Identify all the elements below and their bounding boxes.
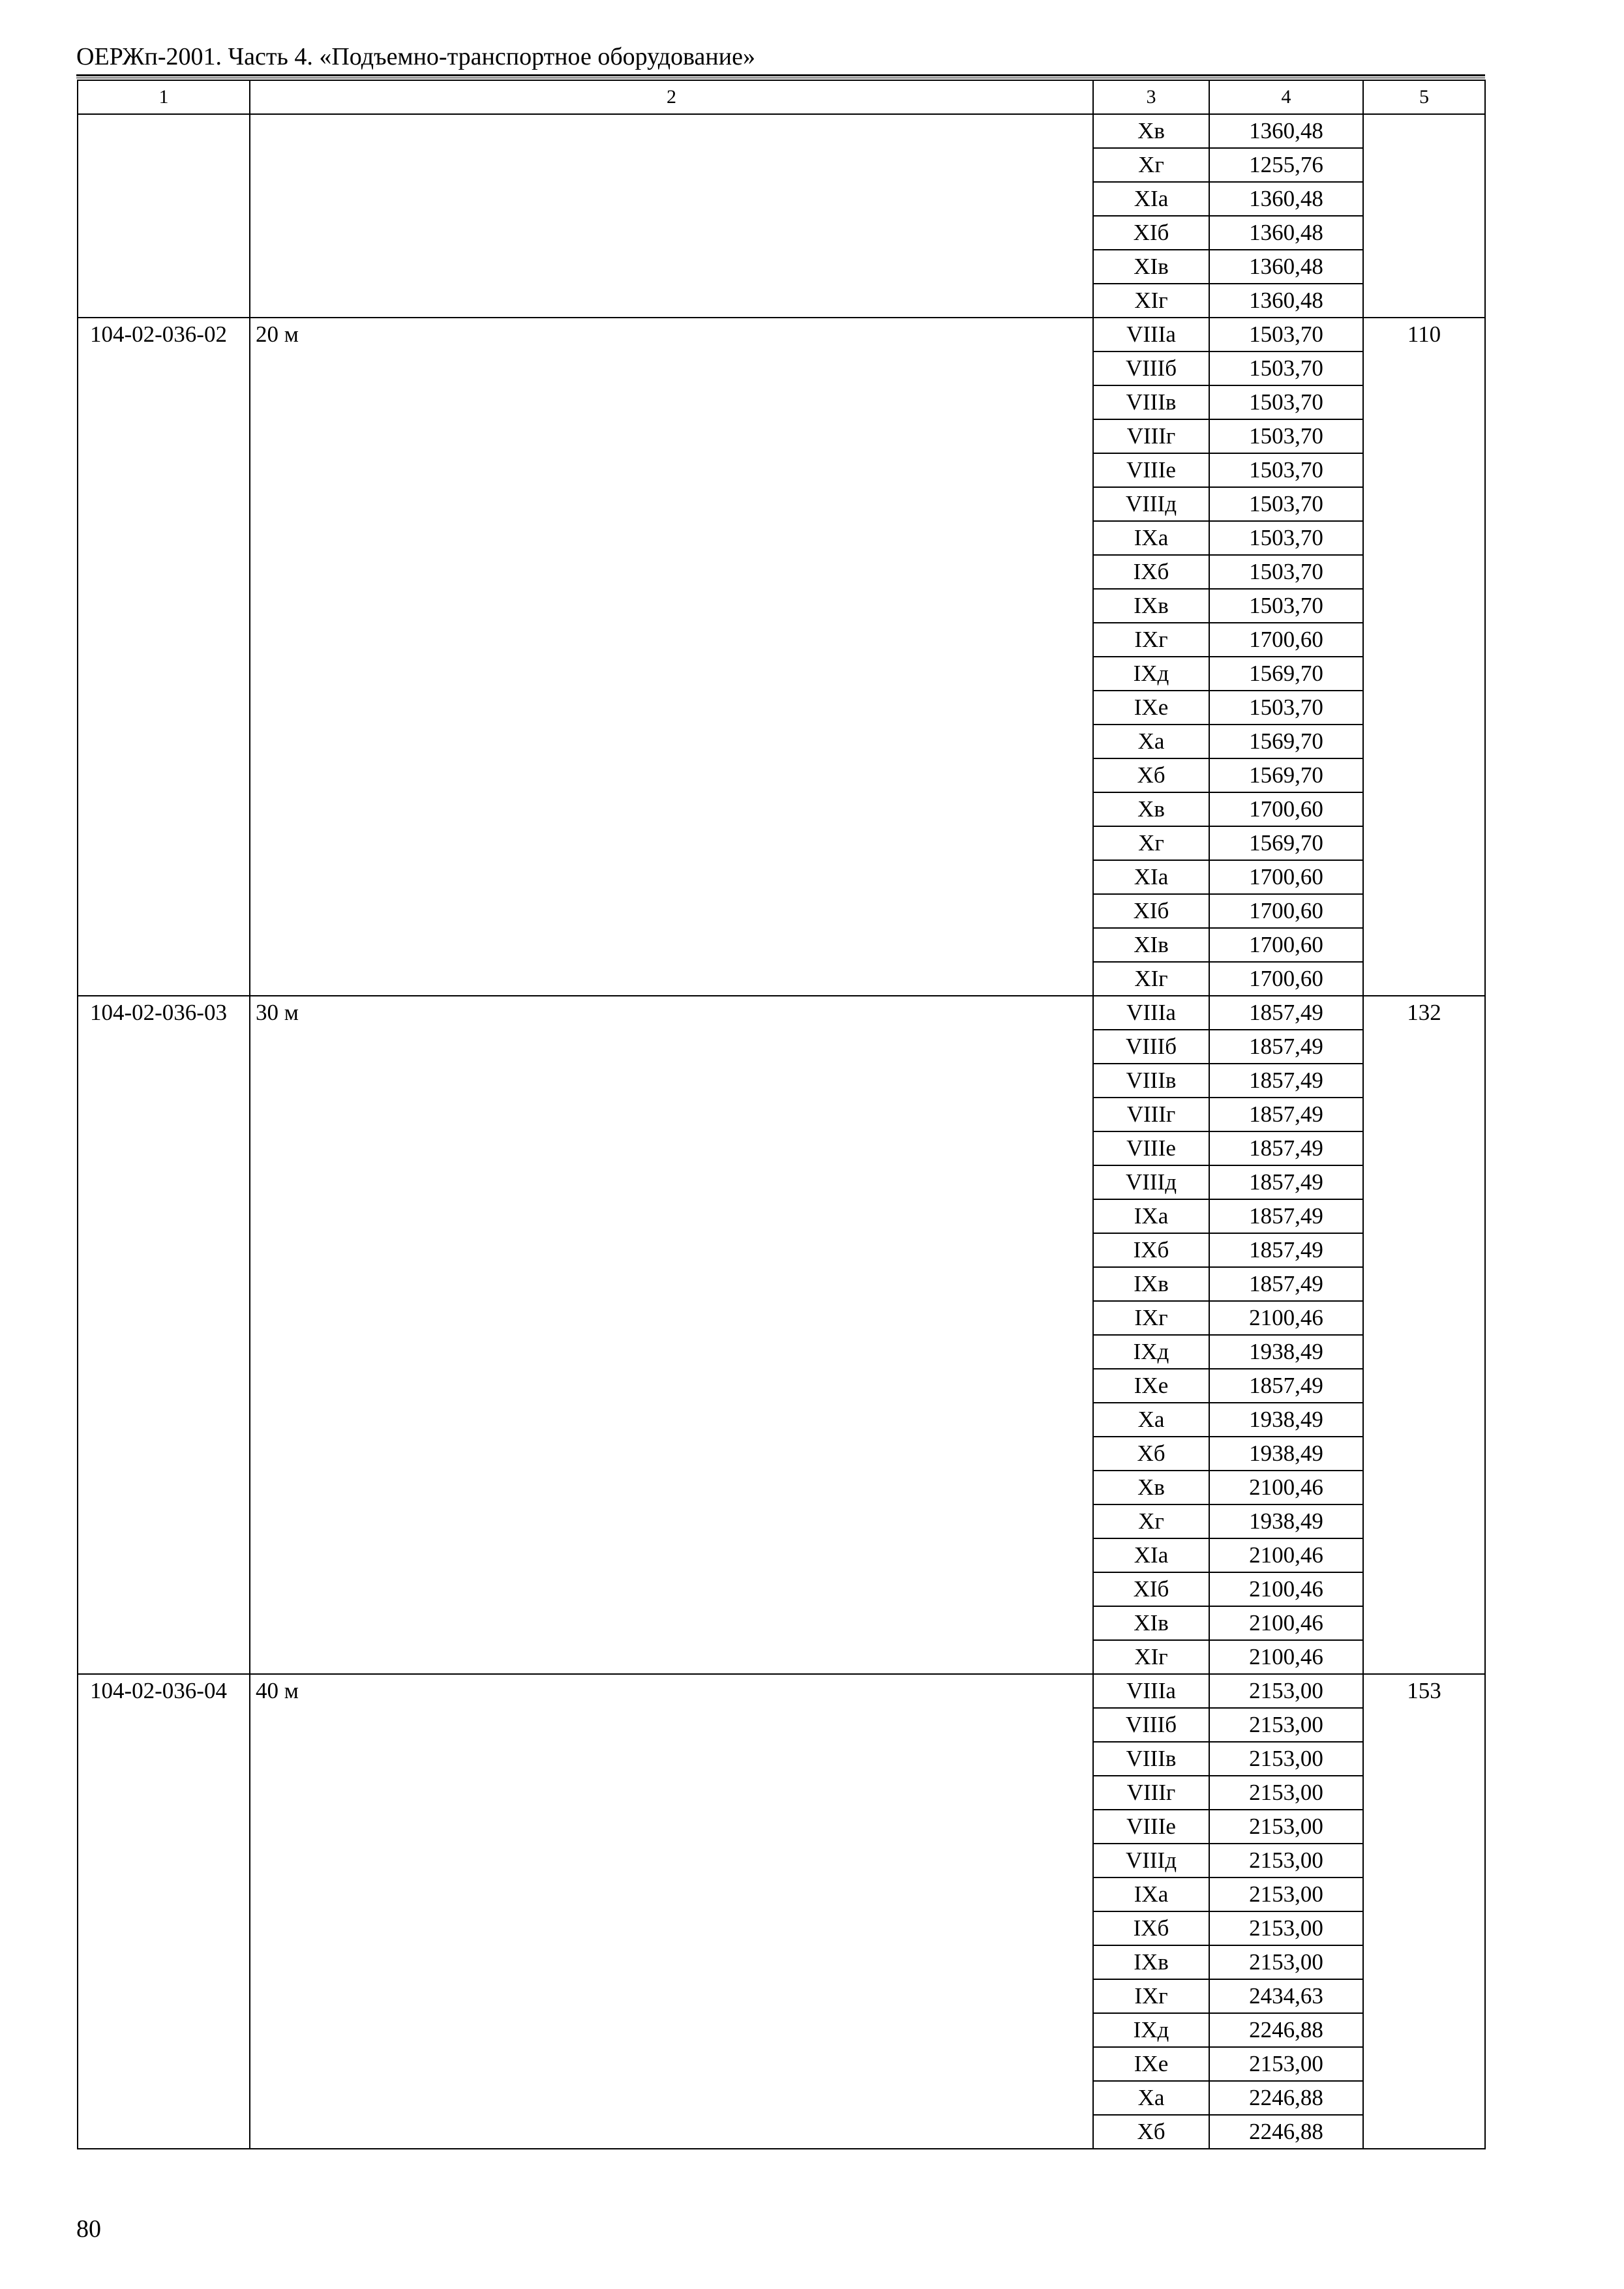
header-rule: [76, 74, 1485, 76]
zone-cell: ХIв: [1093, 928, 1209, 962]
price-cell: 1857,49: [1209, 1369, 1363, 1403]
table-row: [78, 114, 1485, 148]
code-cell: 104-02-036-02: [78, 318, 250, 996]
price-cell: 2100,46: [1209, 1538, 1363, 1572]
zone-cell: Ха: [1093, 2081, 1209, 2115]
zone-cell: VIIIа: [1093, 996, 1209, 1030]
price-cell: 2153,00: [1209, 1911, 1363, 1945]
column-number-3: 3: [1093, 80, 1209, 114]
price-cell: 1938,49: [1209, 1403, 1363, 1437]
price-cell: 1857,49: [1209, 1131, 1363, 1165]
zone-cell: ХIв: [1093, 250, 1209, 284]
price-cell: 1700,60: [1209, 623, 1363, 657]
zone-cell: Хв: [1093, 114, 1209, 148]
zone-cell: IХв: [1093, 1945, 1209, 1979]
zone-cell: Хг: [1093, 148, 1209, 182]
price-cell: 1857,49: [1209, 1030, 1363, 1064]
zone-cell: ХIб: [1093, 1572, 1209, 1606]
price-cell: 1857,49: [1209, 1165, 1363, 1199]
zone-cell: IХб: [1093, 1233, 1209, 1267]
code-cell: [78, 114, 250, 318]
zone-cell: IХа: [1093, 1878, 1209, 1911]
price-cell: 2246,88: [1209, 2081, 1363, 2115]
price-cell: 1700,60: [1209, 860, 1363, 894]
price-cell: 1700,60: [1209, 894, 1363, 928]
zone-cell: Хб: [1093, 758, 1209, 792]
name-cell: 40 м: [250, 1674, 1093, 2149]
zone-cell: IХе: [1093, 1369, 1209, 1403]
zone-cell: IХв: [1093, 589, 1209, 623]
zone-cell: VIIIд: [1093, 1844, 1209, 1878]
zone-cell: VIIIг: [1093, 419, 1209, 453]
price-cell: 1569,70: [1209, 826, 1363, 860]
zone-cell: ХIг: [1093, 1640, 1209, 1674]
price-cell: 1700,60: [1209, 962, 1363, 996]
name-cell: 30 м: [250, 996, 1093, 1674]
name-cell: [250, 114, 1093, 318]
zone-cell: ХIг: [1093, 284, 1209, 318]
code-cell: 104-02-036-04: [78, 1674, 250, 2149]
zone-cell: Ха: [1093, 725, 1209, 758]
price-cell: 1360,48: [1209, 114, 1363, 148]
zone-cell: ХIа: [1093, 860, 1209, 894]
zone-cell: VIIIе: [1093, 453, 1209, 487]
price-cell: 1360,48: [1209, 216, 1363, 250]
price-cell: 1700,60: [1209, 928, 1363, 962]
zone-cell: VIIIг: [1093, 1776, 1209, 1810]
zone-cell: Хв: [1093, 1471, 1209, 1504]
zone-cell: ХIа: [1093, 182, 1209, 216]
zone-cell: Хб: [1093, 1437, 1209, 1471]
price-cell: 1503,70: [1209, 521, 1363, 555]
zone-cell: ХIб: [1093, 216, 1209, 250]
price-cell: 1569,70: [1209, 758, 1363, 792]
price-table: [77, 80, 1486, 2149]
price-cell: 2100,46: [1209, 1572, 1363, 1606]
zone-cell: IХб: [1093, 555, 1209, 589]
price-table-body: [78, 80, 1485, 2149]
col5-cell: 132: [1363, 996, 1485, 1674]
page-header-title: ОЕРЖп-2001. Часть 4. «Подъемно-транспортное оборудование»: [76, 43, 755, 70]
price-cell: 1857,49: [1209, 1064, 1363, 1098]
zone-cell: Ха: [1093, 1403, 1209, 1437]
table-row: [78, 996, 1485, 1030]
price-cell: 1938,49: [1209, 1437, 1363, 1471]
zone-cell: ХIа: [1093, 1538, 1209, 1572]
price-cell: 2246,88: [1209, 2013, 1363, 2047]
zone-cell: IХе: [1093, 2047, 1209, 2081]
price-cell: 1569,70: [1209, 725, 1363, 758]
price-cell: 2246,88: [1209, 2115, 1363, 2149]
zone-cell: Хб: [1093, 2115, 1209, 2149]
zone-cell: VIIIв: [1093, 1742, 1209, 1776]
zone-cell: VIIIв: [1093, 1064, 1209, 1098]
table-row: [78, 1674, 1485, 1708]
price-cell: 1938,49: [1209, 1335, 1363, 1369]
price-cell: 1700,60: [1209, 792, 1363, 826]
price-cell: 1857,49: [1209, 1199, 1363, 1233]
price-cell: 1503,70: [1209, 589, 1363, 623]
price-cell: 2153,00: [1209, 1708, 1363, 1742]
zone-cell: IХд: [1093, 2013, 1209, 2047]
column-number-row: [78, 80, 1485, 114]
zone-cell: Хг: [1093, 1504, 1209, 1538]
price-cell: 1938,49: [1209, 1504, 1363, 1538]
price-cell: 1360,48: [1209, 284, 1363, 318]
zone-cell: IХг: [1093, 623, 1209, 657]
column-number-4: 4: [1209, 80, 1363, 114]
price-cell: 1503,70: [1209, 385, 1363, 419]
page-number: 80: [76, 2215, 101, 2243]
price-cell: 2434,63: [1209, 1979, 1363, 2013]
price-cell: 2153,00: [1209, 1776, 1363, 1810]
price-cell: 2153,00: [1209, 1742, 1363, 1776]
zone-cell: VIIIд: [1093, 1165, 1209, 1199]
price-cell: 1503,70: [1209, 487, 1363, 521]
zone-cell: ХIб: [1093, 894, 1209, 928]
col5-cell: [1363, 114, 1485, 318]
column-number-1: 1: [78, 80, 250, 114]
price-cell: 1503,70: [1209, 419, 1363, 453]
price-cell: 1360,48: [1209, 250, 1363, 284]
price-cell: 2100,46: [1209, 1301, 1363, 1335]
zone-cell: IХв: [1093, 1267, 1209, 1301]
price-cell: 1255,76: [1209, 148, 1363, 182]
price-cell: 2153,00: [1209, 1945, 1363, 1979]
zone-cell: IХе: [1093, 691, 1209, 725]
zone-cell: VIIIд: [1093, 487, 1209, 521]
zone-cell: VIIIб: [1093, 352, 1209, 385]
price-cell: 1857,49: [1209, 996, 1363, 1030]
zone-cell: IХг: [1093, 1301, 1209, 1335]
zone-cell: VIIIа: [1093, 1674, 1209, 1708]
price-cell: 1503,70: [1209, 691, 1363, 725]
price-cell: 2153,00: [1209, 1674, 1363, 1708]
zone-cell: ХIг: [1093, 962, 1209, 996]
price-cell: 1569,70: [1209, 657, 1363, 691]
zone-cell: VIIIа: [1093, 318, 1209, 352]
zone-cell: VIIIб: [1093, 1708, 1209, 1742]
column-number-2: 2: [250, 80, 1093, 114]
price-cell: 2100,46: [1209, 1640, 1363, 1674]
zone-cell: IХд: [1093, 1335, 1209, 1369]
column-number-5: 5: [1363, 80, 1485, 114]
price-cell: 1503,70: [1209, 555, 1363, 589]
table-row: [78, 318, 1485, 352]
zone-cell: IХб: [1093, 1911, 1209, 1945]
price-cell: 1857,49: [1209, 1233, 1363, 1267]
zone-cell: VIIIе: [1093, 1810, 1209, 1844]
price-cell: 1503,70: [1209, 453, 1363, 487]
price-cell: 1857,49: [1209, 1098, 1363, 1131]
name-cell: 20 м: [250, 318, 1093, 996]
zone-cell: VIIIв: [1093, 385, 1209, 419]
price-cell: 1857,49: [1209, 1267, 1363, 1301]
price-cell: 2100,46: [1209, 1606, 1363, 1640]
price-cell: 1360,48: [1209, 182, 1363, 216]
zone-cell: Хг: [1093, 826, 1209, 860]
price-cell: 2153,00: [1209, 1844, 1363, 1878]
zone-cell: Хв: [1093, 792, 1209, 826]
price-cell: 2153,00: [1209, 2047, 1363, 2081]
zone-cell: ХIв: [1093, 1606, 1209, 1640]
zone-cell: VIIIе: [1093, 1131, 1209, 1165]
zone-cell: VIIIб: [1093, 1030, 1209, 1064]
zone-cell: IХг: [1093, 1979, 1209, 2013]
price-cell: 2153,00: [1209, 1878, 1363, 1911]
zone-cell: IХа: [1093, 521, 1209, 555]
col5-cell: 110: [1363, 318, 1485, 996]
price-cell: 2100,46: [1209, 1471, 1363, 1504]
col5-cell: 153: [1363, 1674, 1485, 2149]
price-cell: 1503,70: [1209, 352, 1363, 385]
zone-cell: VIIIг: [1093, 1098, 1209, 1131]
price-cell: 1503,70: [1209, 318, 1363, 352]
code-cell: 104-02-036-03: [78, 996, 250, 1674]
zone-cell: IХд: [1093, 657, 1209, 691]
price-cell: 2153,00: [1209, 1810, 1363, 1844]
zone-cell: IХа: [1093, 1199, 1209, 1233]
